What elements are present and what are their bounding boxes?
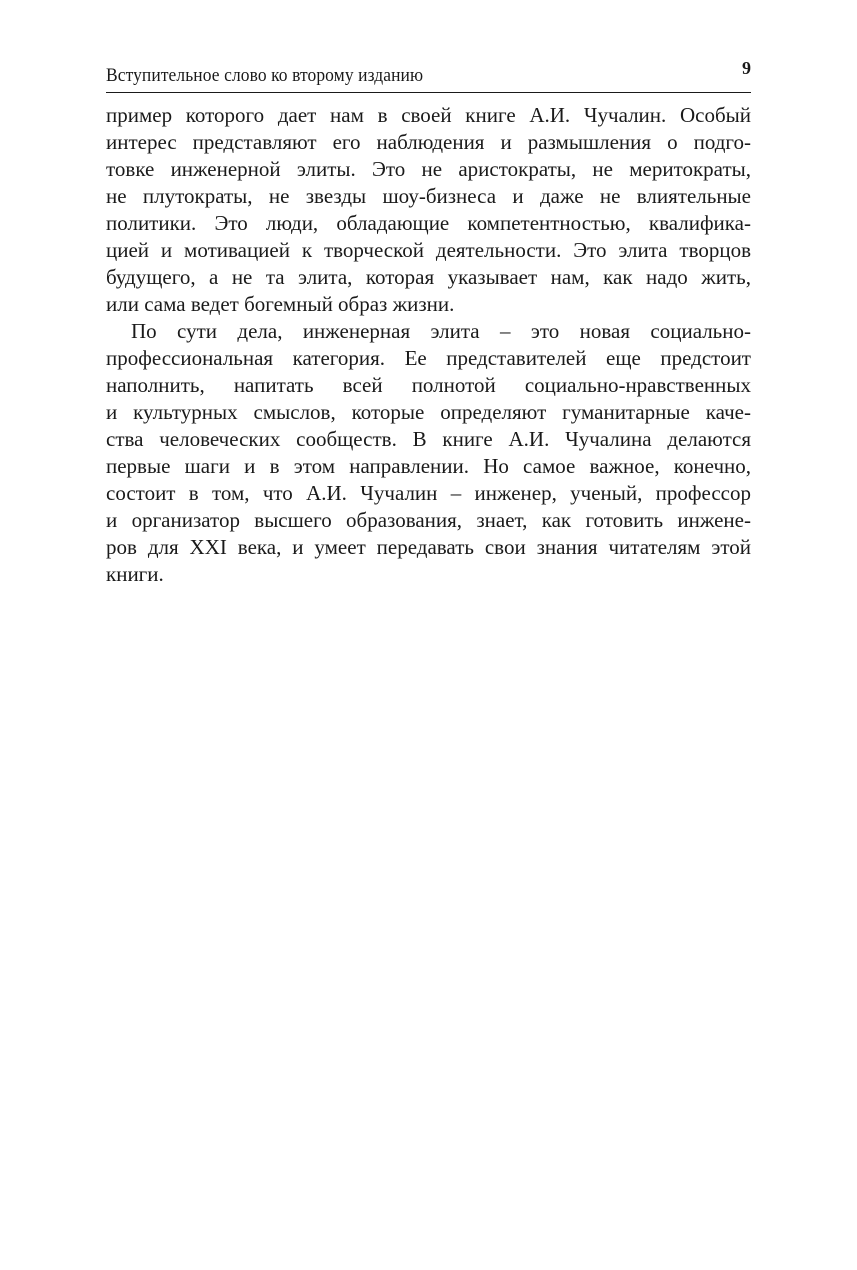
text-line: пример которого дает нам в своей книге А.И. Чучалин. Особый xyxy=(106,103,751,127)
paragraph-2 xyxy=(106,318,751,588)
running-header xyxy=(106,58,751,93)
running-title: Вступительное слово ко второму изданию xyxy=(106,65,424,86)
text-line: первые шаги и в этом направлении. Но самое важное, конечно, xyxy=(106,454,751,478)
text-line: состоит в том, что А.И. Чучалин – инженер, ученый, профессор xyxy=(106,481,751,505)
text-line: интерес представляют его наблюдения и размышления о подго- xyxy=(106,130,751,154)
text-line: и культурных смыслов, которые определяют гуманитарные каче- xyxy=(106,400,751,424)
text-line: товке инженерной элиты. Это не аристократы, не меритократы, xyxy=(106,157,751,181)
text-line: или сама ведет богемный образ жизни. xyxy=(106,292,455,316)
text-line: ства человеческих сообществ. В книге А.И. Чучалина делаются xyxy=(106,427,751,451)
text-line: будущего, а не та элита, которая указывает нам, как надо жить, xyxy=(106,265,751,289)
text-line: книги. xyxy=(106,562,164,586)
book-page xyxy=(106,0,751,1270)
text-line: По сути дела, инженерная элита – это новая социально- xyxy=(131,319,751,343)
text-line: наполнить, напитать всей полнотой социально-нравственных xyxy=(106,373,751,397)
paragraph-1 xyxy=(106,102,751,318)
text-line: не плутократы, не звезды шоу-бизнеса и даже не влиятельные xyxy=(106,184,751,208)
text-line: профессиональная категория. Ее представителей еще предстоит xyxy=(106,346,751,370)
text-line: и организатор высшего образования, знает, как готовить инжене- xyxy=(106,508,751,532)
text-line: политики. Это люди, обладающие компетентностью, квалифика- xyxy=(106,211,751,235)
text-line: цией и мотивацией к творческой деятельности. Это элита творцов xyxy=(106,238,751,262)
page-number: 9 xyxy=(742,58,751,78)
text-line: ров для XXI века, и умеет передавать свои знания читателям этой xyxy=(106,535,751,559)
body-text xyxy=(106,102,751,588)
